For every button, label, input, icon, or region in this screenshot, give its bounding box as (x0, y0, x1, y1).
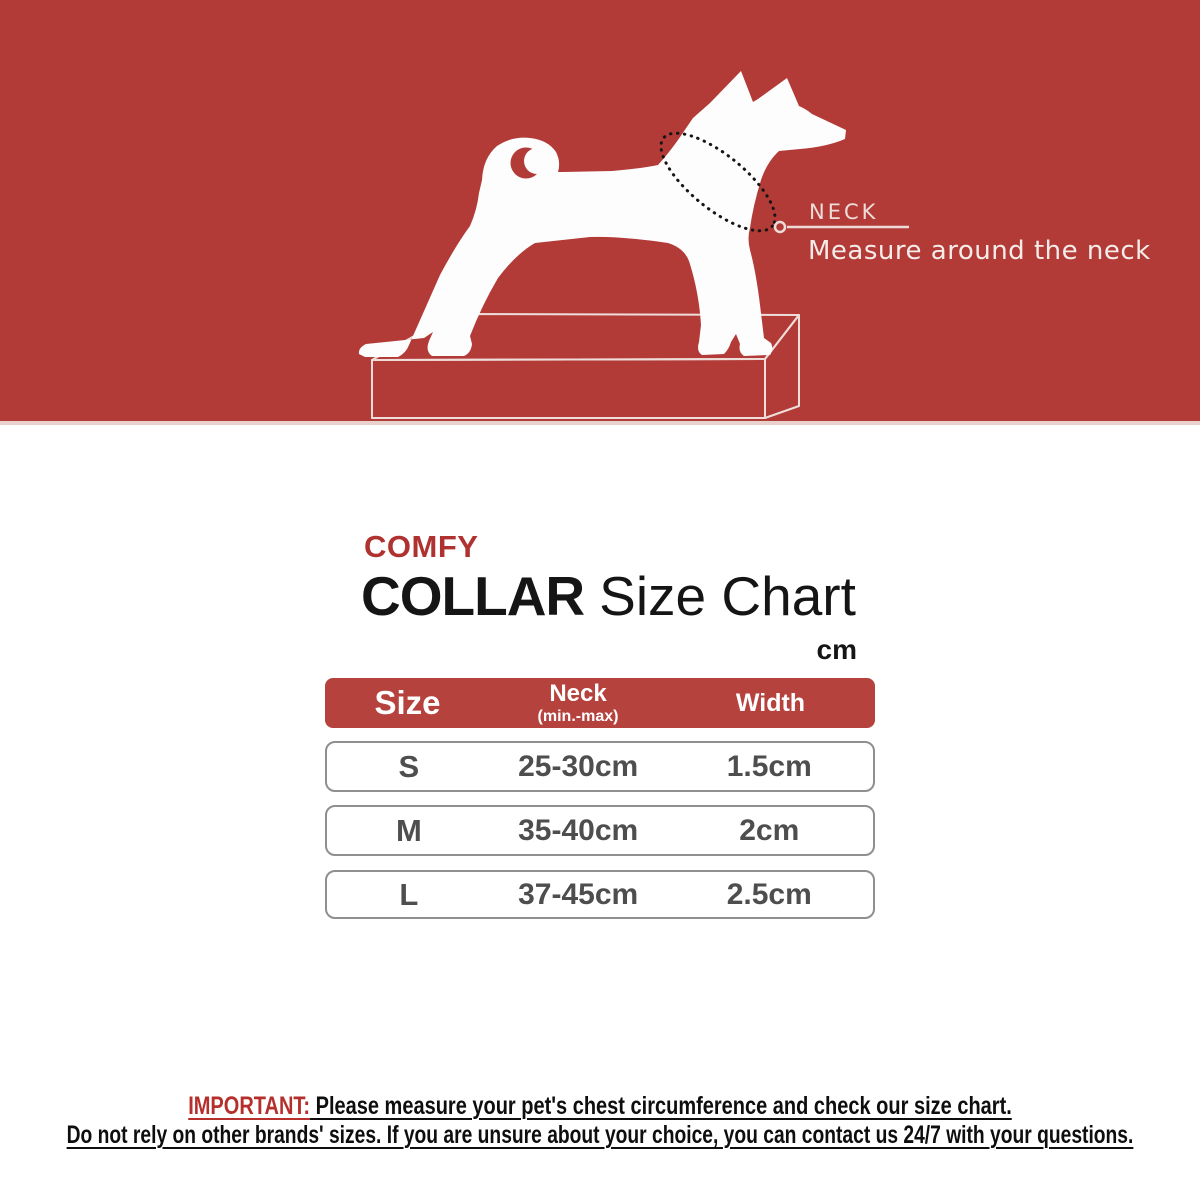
title-suffix: Size Chart (599, 565, 856, 627)
table-row-s (325, 741, 875, 792)
header-col-neck-sub: (min.-max) (537, 707, 619, 725)
tail-crescent-highlight (524, 148, 550, 174)
neck-label: NECK (809, 200, 879, 224)
header-col-neck-label: Neck (549, 679, 607, 707)
footer-line-2-text: Do not rely on other brands' sizes. If you are unsure about your choice, you can contact us 24/7 with your questions. (66, 1121, 1134, 1149)
cell-width: 2cm (739, 813, 800, 847)
header-col-neck (490, 679, 666, 725)
banner-caption: Measure around the neck (808, 236, 1151, 266)
table-row-m (325, 805, 875, 856)
page-title (361, 564, 856, 628)
banner-bottom-seam (0, 421, 1200, 425)
unit-label: cm (816, 634, 857, 665)
header-col-width: Width (735, 688, 806, 717)
important-label: IMPORTANT: (188, 1092, 311, 1120)
cell-neck: 37-45cm (518, 877, 639, 911)
table-header (325, 678, 875, 728)
size-chart-table (325, 678, 875, 919)
footer-line-1-text: Please measure your pet's chest circumference and check our size chart. (310, 1092, 1012, 1120)
leader-circle-icon (775, 222, 785, 232)
cell-neck: 25-30cm (518, 749, 639, 783)
footer-line-2 (67, 1121, 1134, 1150)
header-col-size: Size (374, 684, 441, 721)
cell-width: 2.5cm (726, 877, 812, 911)
cell-width: 1.5cm (726, 749, 812, 783)
cell-size: L (399, 876, 419, 912)
cell-size: M (395, 812, 422, 848)
cell-neck: 35-40cm (518, 813, 639, 847)
product-title: COLLAR (361, 565, 585, 627)
banner (0, 0, 1200, 425)
banner-illustration (0, 0, 1200, 425)
table-row-l (325, 870, 875, 919)
cell-size: S (398, 748, 420, 784)
footer-line-1 (188, 1092, 1012, 1121)
brand-title: COMFY (364, 529, 479, 564)
